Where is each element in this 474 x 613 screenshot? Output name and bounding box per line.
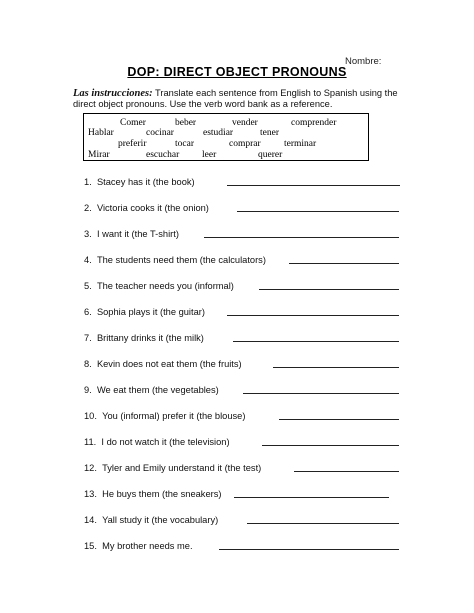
item-number: 5. — [84, 281, 92, 291]
item-prompt: We eat them (the vegetables) — [96, 385, 219, 395]
item-number: 3. — [84, 229, 92, 239]
word-bank-verb: querer — [258, 150, 283, 160]
instructions-label: Las instrucciones: — [73, 88, 153, 99]
list-item — [84, 226, 179, 239]
answer-line[interactable] — [273, 367, 399, 368]
instructions-text: Translate each sentence from English to Spanish using the direct object pronouns. Use the verb word bank as a reference. — [73, 88, 398, 109]
list-item — [84, 252, 266, 265]
word-bank-verb: comprar — [229, 139, 261, 149]
item-number: 2. — [84, 203, 92, 213]
item-number: 8. — [84, 359, 92, 369]
item-number: 10. — [84, 411, 97, 421]
item-number: 11. — [84, 437, 97, 447]
worksheet-title: DOP: DIRECT OBJECT PRONOUNS — [127, 65, 347, 79]
answer-line[interactable] — [247, 523, 399, 524]
answer-line[interactable] — [204, 237, 399, 238]
answer-line[interactable] — [279, 419, 399, 420]
item-prompt: Sophia plays it (the guitar) — [96, 307, 205, 317]
list-item — [84, 304, 205, 317]
answer-line[interactable] — [227, 185, 400, 186]
list-item — [84, 408, 245, 421]
list-item — [84, 512, 218, 525]
word-bank-verb: escuchar — [146, 150, 180, 160]
item-number: 14. — [84, 515, 97, 525]
word-bank-verb: Comer — [120, 118, 146, 128]
answer-line[interactable] — [289, 263, 399, 264]
list-item — [84, 460, 261, 473]
list-item — [84, 356, 242, 369]
list-item — [84, 174, 195, 187]
item-number: 1. — [84, 177, 92, 187]
item-number: 4. — [84, 255, 92, 265]
answer-line[interactable] — [233, 341, 399, 342]
answer-line[interactable] — [234, 497, 389, 498]
list-item — [84, 278, 234, 291]
item-prompt: My brother needs me. — [102, 541, 193, 551]
word-bank-verb: terminar — [284, 139, 317, 149]
answer-line[interactable] — [294, 471, 399, 472]
item-prompt: The teacher needs you (informal) — [96, 281, 234, 291]
answer-line[interactable] — [259, 289, 399, 290]
word-bank-verb: Hablar — [88, 128, 114, 138]
item-number: 15. — [84, 541, 97, 551]
list-item — [84, 486, 221, 499]
item-prompt: Stacey has it (the book) — [96, 177, 195, 187]
name-label: Nombre: — [345, 56, 382, 67]
answer-line[interactable] — [237, 211, 399, 212]
item-prompt: I want it (the T-shirt) — [96, 229, 179, 239]
word-bank-verb: preferir — [118, 139, 147, 149]
item-number: 9. — [84, 385, 92, 395]
item-prompt: Brittany drinks it (the milk) — [96, 333, 204, 343]
word-bank-verb: beber — [175, 118, 197, 128]
answer-line[interactable] — [243, 393, 399, 394]
list-item — [84, 434, 230, 447]
word-bank-verb: cocinar — [146, 128, 174, 138]
answer-line[interactable] — [219, 549, 399, 550]
item-prompt: You (informal) prefer it (the blouse) — [102, 411, 246, 421]
item-number: 13. — [84, 489, 97, 499]
word-bank-verb: tener — [260, 128, 279, 138]
item-number: 7. — [84, 333, 92, 343]
word-bank-verb: leer — [202, 150, 217, 160]
list-item — [84, 382, 219, 395]
word-bank-verb: Mirar — [88, 150, 110, 160]
word-bank-verb: comprender — [291, 118, 337, 128]
item-prompt: I do not watch it (the television) — [101, 437, 230, 447]
item-prompt: The students need them (the calculators) — [96, 255, 266, 265]
item-prompt: He buys them (the sneakers) — [102, 489, 222, 499]
item-number: 12. — [84, 463, 97, 473]
list-item — [84, 330, 204, 343]
item-prompt: Kevin does not eat them (the fruits) — [96, 359, 242, 369]
word-bank-verb: estudiar — [203, 128, 234, 138]
item-number: 6. — [84, 307, 92, 317]
answer-line[interactable] — [227, 315, 399, 316]
list-item — [84, 538, 193, 551]
item-prompt: Yall study it (the vocabulary) — [102, 515, 219, 525]
item-prompt: Tyler and Emily understand it (the test) — [102, 463, 262, 473]
list-item — [84, 200, 209, 213]
word-bank-verb: vender — [232, 118, 258, 128]
word-bank-verb: tocar — [175, 139, 194, 149]
answer-line[interactable] — [262, 445, 399, 446]
item-prompt: Victoria cooks it (the onion) — [96, 203, 209, 213]
